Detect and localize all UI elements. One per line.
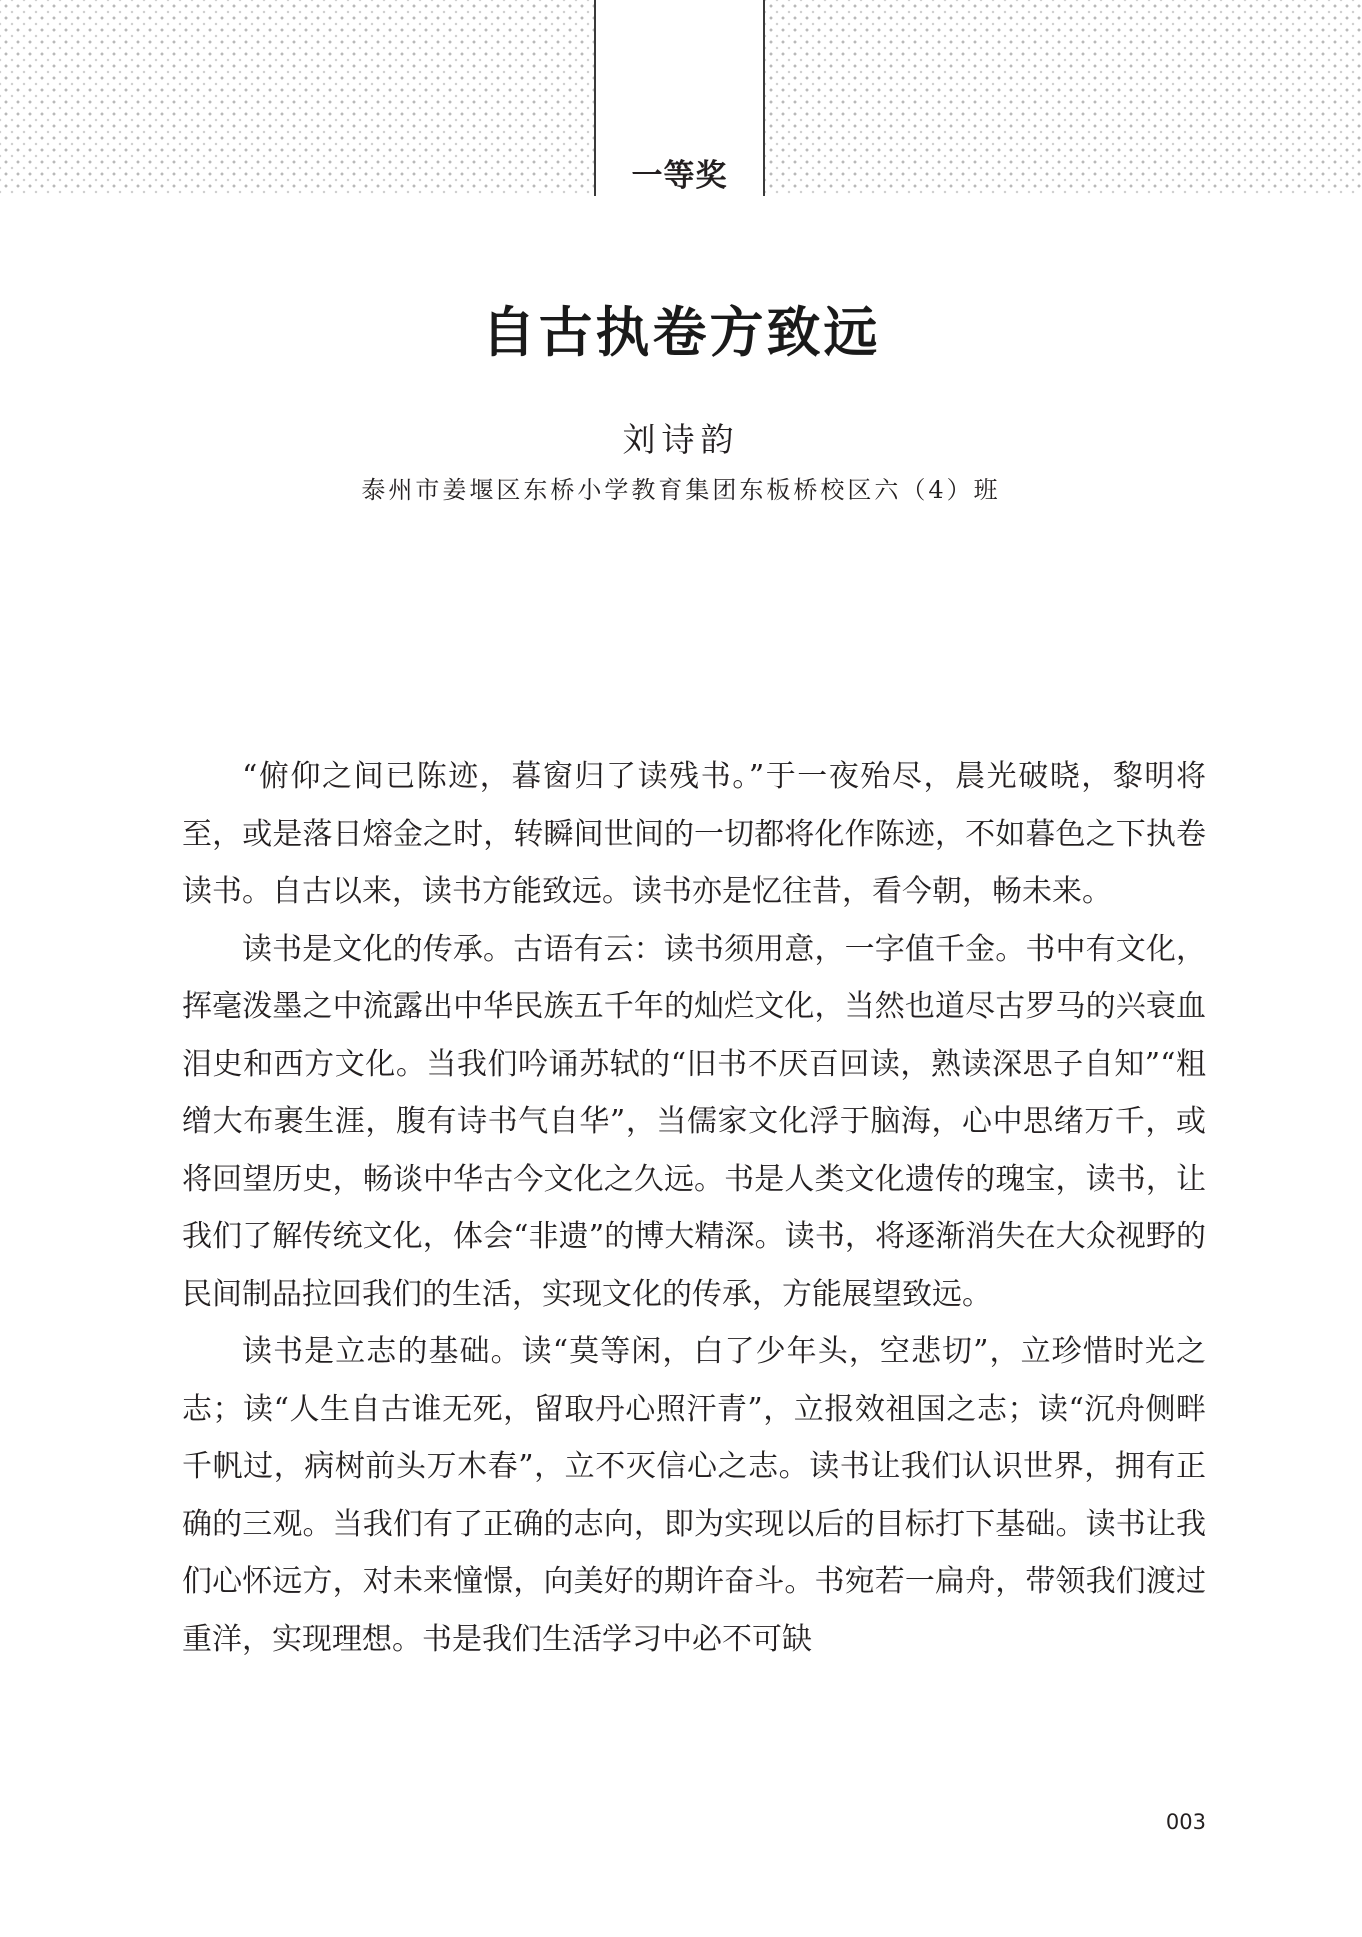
paragraph: “俯仰之间已陈迹，暮窗归了读残书。”于一夜殆尽，晨光破晓，黎明将至，或是落日熔金之时，转瞬间世间的一切都将化作陈迹，不如暮色之下执卷读书。自古以来，读书方能致远。读书亦是忆往昔，看今朝，畅未来。 [182,759,1206,909]
page-number: 003 [1165,1810,1206,1834]
header-dot-pattern-left [0,0,594,196]
article-body [182,748,1206,1668]
author-school: 泰州市姜堰区东桥小学教育集团东板桥校区六（4）班 [361,476,1001,504]
header-dot-pattern-right [765,0,1362,196]
article-title: 自古执卷方致远 [481,300,881,364]
award-label: 一等奖 [631,158,728,194]
paragraph: 读书是立志的基础。读“莫等闲，白了少年头，空悲切”，立珍惜时光之志；读“人生自古谁无死，留取丹心照汗青”，立报效祖国之志；读“沉舟侧畔千帆过，病树前头万木春”，立不灭信心之志。读书让我们认识世界，拥有正确的三观。当我们有了正确的志向，即为实现以后的目标打下基础。读书让我们心怀远方，对未来憧憬，向美好的期许奋斗。书宛若一扁舟，带领我们渡过重洋，实现理想。书是我们生活学习中必不可缺 [182,1334,1206,1657]
article-author: 刘诗韵 [622,420,740,459]
paragraph: 读书是文化的传承。古语有云：读书须用意，一字值千金。书中有文化，挥毫泼墨之中流露出中华民族五千年的灿烂文化，当然也道尽古罗马的兴衰血泪史和西方文化。当我们吟诵苏轼的“旧书不厌百回读，熟读深思子自知”“粗缯大布裹生涯，腹有诗书气自华”，当儒家文化浮于脑海，心中思绪万千，或将回望历史，畅谈中华古今文化之久远。书是人类文化遗传的瑰宝，读书，让我们了解传统文化，体会“非遗”的博大精深。读书，将逐渐消失在大众视野的民间制品拉回我们的生活，实现文化的传承，方能展望致远。 [182,931,1206,1312]
